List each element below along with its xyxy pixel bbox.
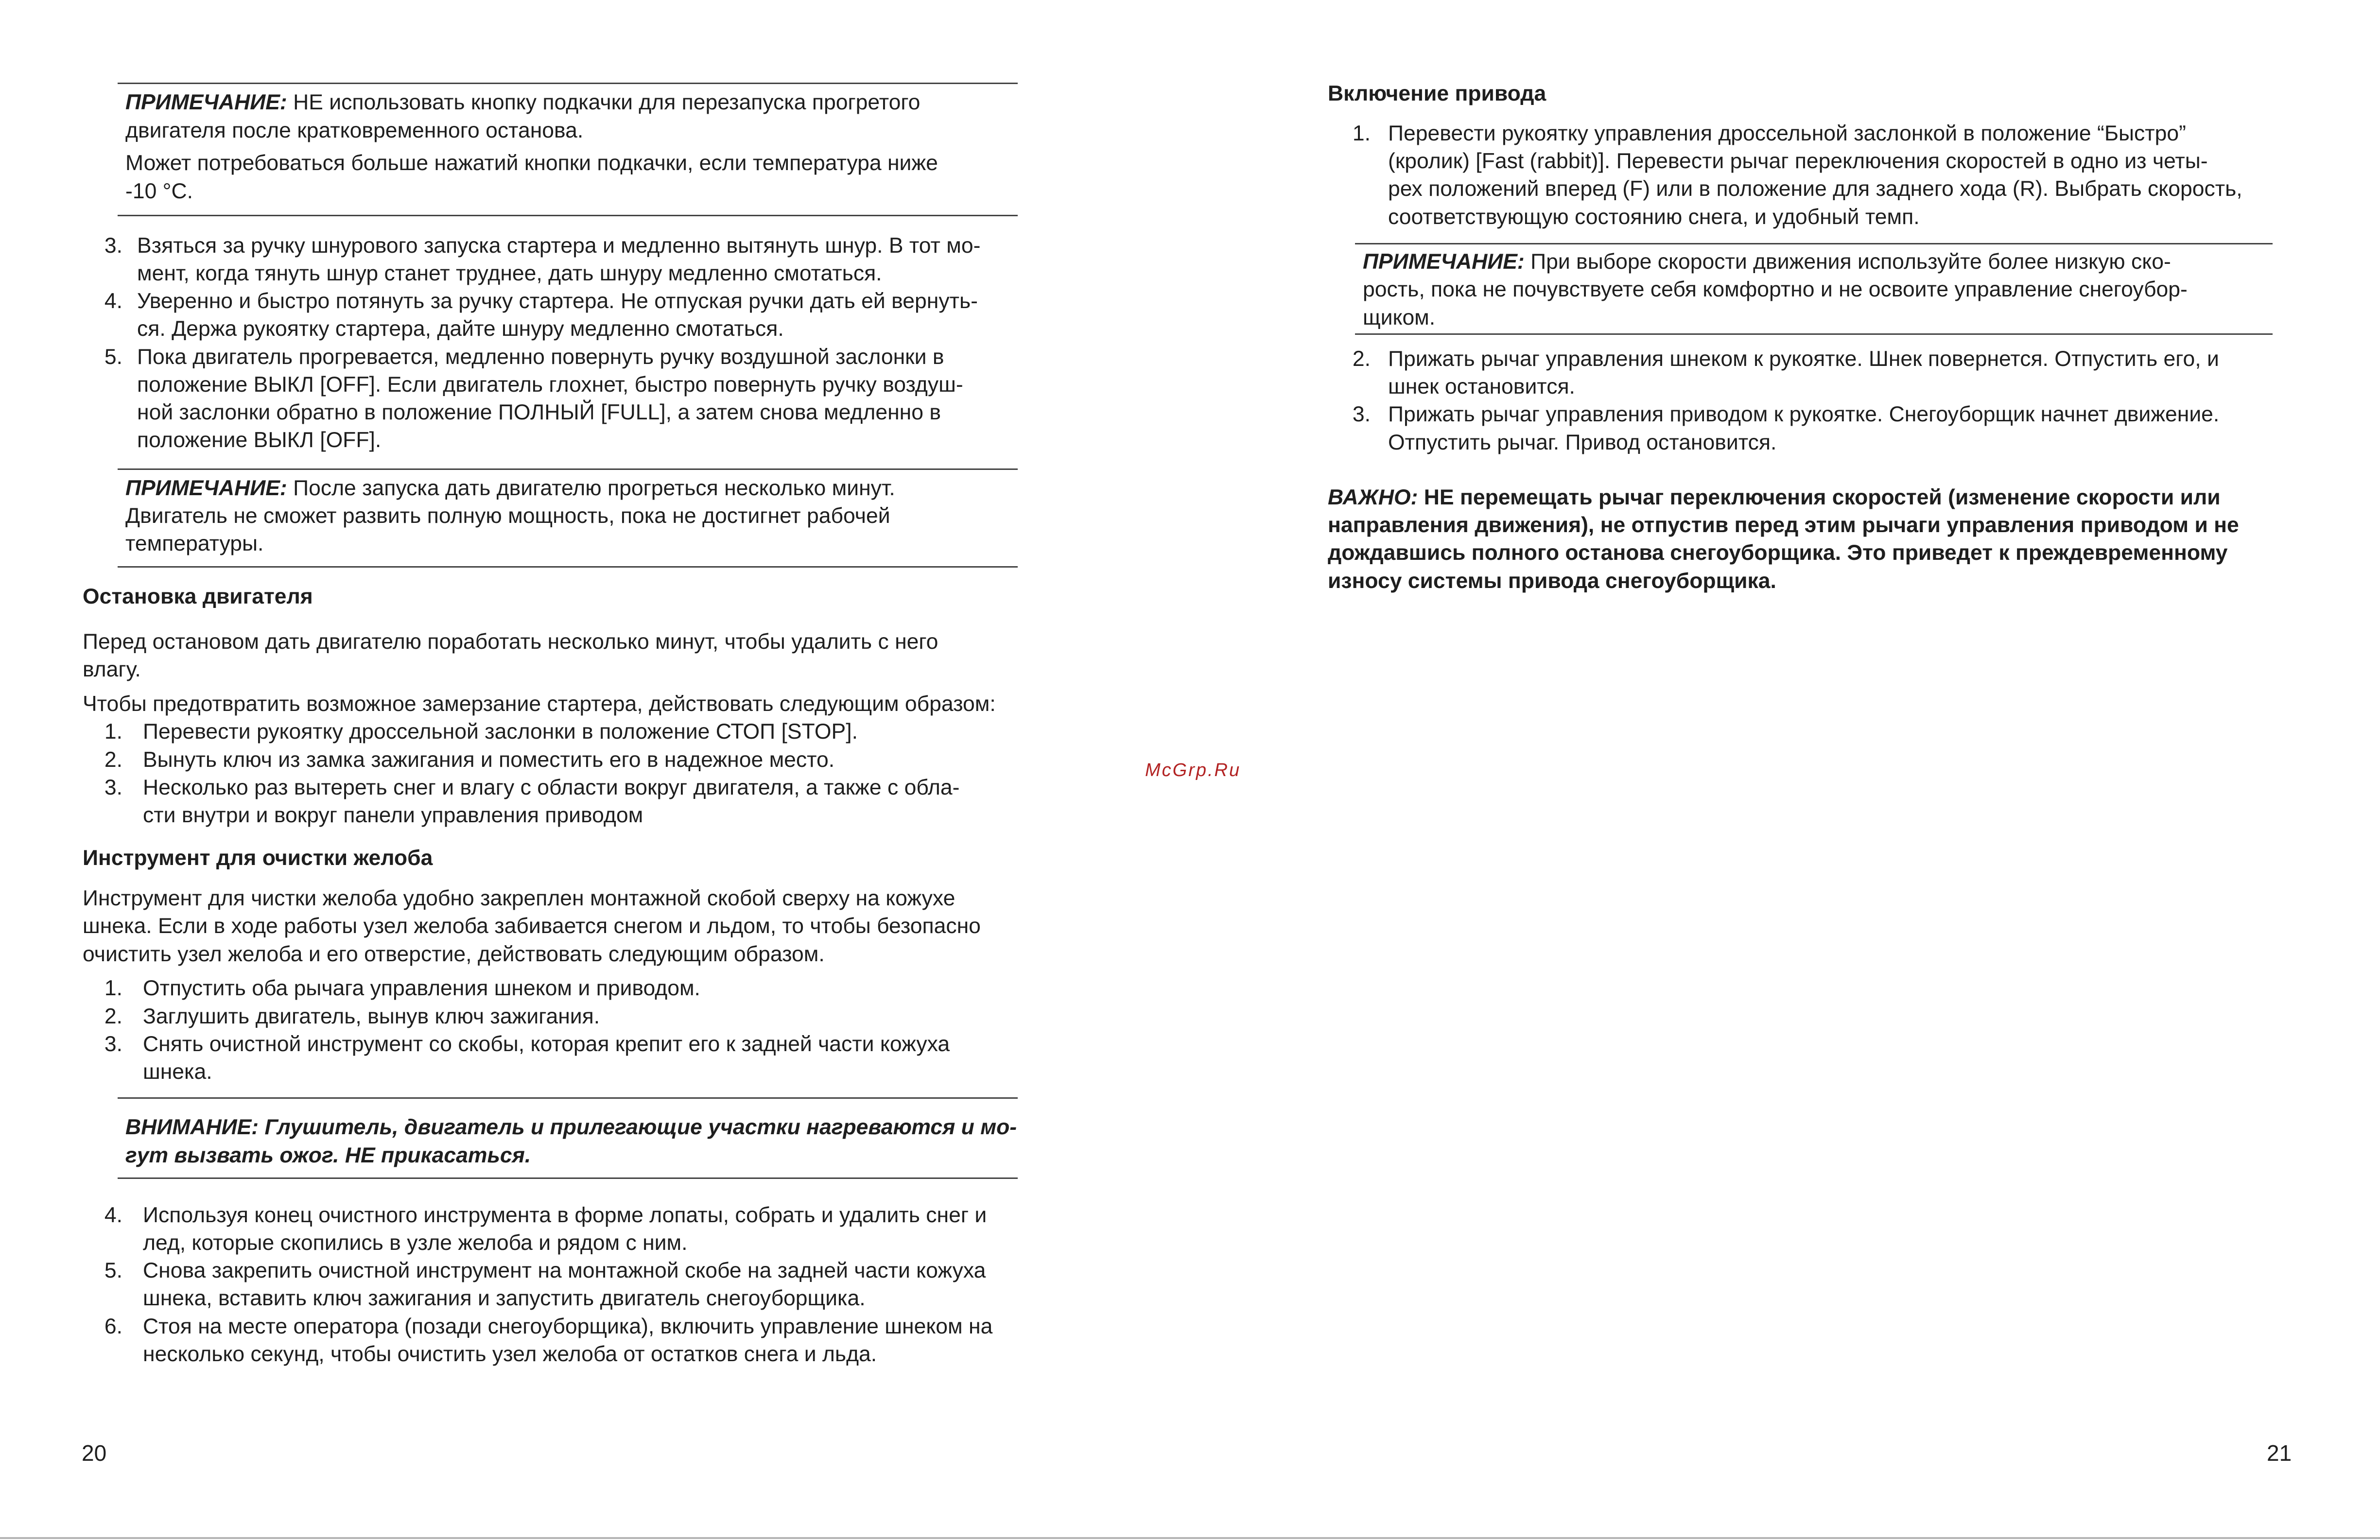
left-page [0,0,1166,1540]
note-label: ПРИМЕЧАНИЕ: [1363,250,1525,274]
important-text: направления движения), не отпустив перед этим рычаги управления приводом и не [1328,513,2239,537]
list-item-text: сти внутри и вокруг панели управления приводом [143,803,643,827]
list-item-text: Отпустить рычаг. Привод остановится. [1388,431,1777,454]
list-item-text: Пока двигатель прогревается, медленно повернуть ручку воздушной заслонки в [137,345,944,369]
list-number: 3. [104,1032,122,1056]
list-item-text: Вынуть ключ из замка зажигания и поместить его в надежное место. [143,748,835,772]
list-number: 6. [104,1315,122,1338]
important-text: износу системы привода снегоуборщика. [1328,569,1776,593]
section-heading: Остановка двигателя [83,585,313,608]
list-item-text: шнека. [143,1060,212,1084]
divider [1355,243,2273,244]
list-number: 2. [104,748,122,772]
list-number: 3. [1352,402,1371,426]
list-item-text: Взяться за ручку шнурового запуска стартера и медленно вытянуть шнур. В тот мо- [137,234,981,258]
list-item-text: Уверенно и быстро потянуть за ручку стартера. Не отпуская ручки дать ей вернуть- [137,289,978,313]
important-label: ВАЖНО: [1328,485,1418,509]
paragraph: очистить узел желоба и его отверстие, действовать следующим образом. [83,942,825,966]
divider [118,83,1018,84]
paragraph: влагу. [83,658,141,681]
list-item-text: положение ВЫКЛ [OFF]. [137,428,382,452]
list-number: 2. [104,1004,122,1028]
note-label: ПРИМЕЧАНИЕ: [125,90,287,114]
note-text: ПРИМЕЧАНИЕ: После запуска дать двигателю прогреться несколько минут. [125,476,895,500]
list-number: 1. [104,720,122,744]
list-number: 1. [1352,121,1371,145]
list-item-text: Заглушить двигатель, вынув ключ зажигания. [143,1004,600,1028]
divider [1355,333,2273,335]
section-heading: Включение привода [1328,82,1546,105]
list-item-text: лед, которые скопились в узле желоба и рядом с ним. [143,1231,688,1255]
list-item-text: ся. Держа рукоятку стартера, дайте шнуру медленно смотаться. [137,317,784,341]
list-number: 3. [104,234,122,258]
list-number: 2. [1352,347,1371,371]
list-item-text: ной заслонки обратно в положение ПОЛНЫЙ [FULL], а затем снова медленно в [137,400,941,424]
note-text: щиком. [1363,306,1436,329]
divider [118,1097,1018,1099]
divider [118,468,1018,470]
list-item-text: Несколько раз вытереть снег и влагу с области вокруг двигателя, а также с обла- [143,776,960,799]
section-heading: Инструмент для очистки желоба [83,846,433,870]
list-item-text: рех положений вперед (F) или в положение для заднего хода (R). Выбрать скорость, [1388,177,2242,201]
list-item-text: Прижать рычаг управления приводом к рукоятке. Снегоуборщик начнет движение. [1388,402,2220,426]
note-text: рость, пока не почувствуете себя комфортно и не освоите управление снегоубор- [1363,277,2188,301]
list-number: 4. [104,1203,122,1227]
right-page [1190,0,2380,1540]
note-label: ПРИМЕЧАНИЕ: [125,476,287,500]
watermark: McGrp.Ru [1145,760,1241,780]
list-number: 4. [104,289,122,313]
page-number: 20 [82,1440,107,1466]
list-item-text: Прижать рычаг управления шнеком к рукоятке. Шнек повернется. Отпустить его, и [1388,347,2219,371]
note-text: ПРИМЕЧАНИЕ: При выборе скорости движения используйте более низкую ско- [1363,250,2171,274]
list-item-text: несколько секунд, чтобы очистить узел желоба от остатков снега и льда. [143,1342,877,1366]
list-item-text: Перевести рукоятку управления дроссельной заслонкой в положение “Быстро” [1388,121,2186,145]
list-item-text: Перевести рукоятку дроссельной заслонки в положение СТОП [STOP]. [143,720,858,744]
list-item-text: Снова закрепить очистной инструмент на монтажной скобе на задней части кожуха [143,1259,986,1282]
note-text: -10 °C. [125,179,193,203]
list-item-text: Стоя на месте оператора (позади снегоуборщика), включить управление шнеком на [143,1315,993,1338]
list-item-text: Отпустить оба рычага управления шнеком и приводом. [143,976,700,1000]
paragraph: Перед остановом дать двигателю поработать несколько минут, чтобы удалить с него [83,630,938,654]
list-item-text: шнек остановится. [1388,375,1575,398]
important-text: ВАЖНО: НЕ перемещать рычаг переключения скоростей (изменение скорости или [1328,485,2221,509]
list-number: 5. [104,345,122,369]
warning-text: гут вызвать ожог. НЕ прикасаться. [125,1143,531,1167]
note-text: Может потребоваться больше нажатий кнопки подкачки, если температура ниже [125,151,938,175]
list-item-text: Используя конец очистного инструмента в форме лопаты, собрать и удалить снег и [143,1203,987,1227]
note-text: Двигатель не сможет развить полную мощность, пока не достигнет рабочей [125,504,890,528]
list-number: 1. [104,976,122,1000]
list-item-text: положение ВЫКЛ [OFF]. Если двигатель глохнет, быстро повернуть ручку воздуш- [137,373,963,397]
note-text: температуры. [125,532,264,555]
paragraph: шнека. Если в ходе работы узел желоба забивается снегом и льдом, то чтобы безопасно [83,914,981,938]
paragraph: Инструмент для чистки желоба удобно закреплен монтажной скобой сверху на кожухе [83,886,955,910]
bottom-border [0,1537,2380,1539]
page-number: 21 [2267,1440,2292,1466]
list-item-text: шнека, вставить ключ зажигания и запустить двигатель снегоуборщика. [143,1286,866,1310]
important-text: дождавшись полного останова снегоуборщика. Это приведет к преждевременному [1328,541,2228,565]
note-text: ПРИМЕЧАНИЕ: НЕ использовать кнопку подкачки для перезапуска прогретого [125,90,921,114]
divider [118,566,1018,568]
list-item-text: (кролик) [Fast (rabbit)]. Перевести рычаг переключения скоростей в одно из четы- [1388,149,2208,173]
list-number: 5. [104,1259,122,1282]
divider [118,215,1018,216]
paragraph: Чтобы предотвратить возможное замерзание стартера, действовать следующим образом: [83,692,996,716]
divider [118,1177,1018,1179]
list-item-text: соответствующую состоянию снега, и удобный темп. [1388,205,1920,229]
list-item-text: мент, когда тянуть шнур станет труднее, дать шнуру медленно смотаться. [137,261,882,285]
list-number: 3. [104,776,122,799]
note-text: двигателя после кратковременного останова. [125,119,584,142]
list-item-text: Снять очистной инструмент со скобы, которая крепит его к задней части кожуха [143,1032,950,1056]
warning-text: ВНИМАНИЕ: Глушитель, двигатель и прилегающие участки нагреваются и мо- [125,1115,1017,1139]
